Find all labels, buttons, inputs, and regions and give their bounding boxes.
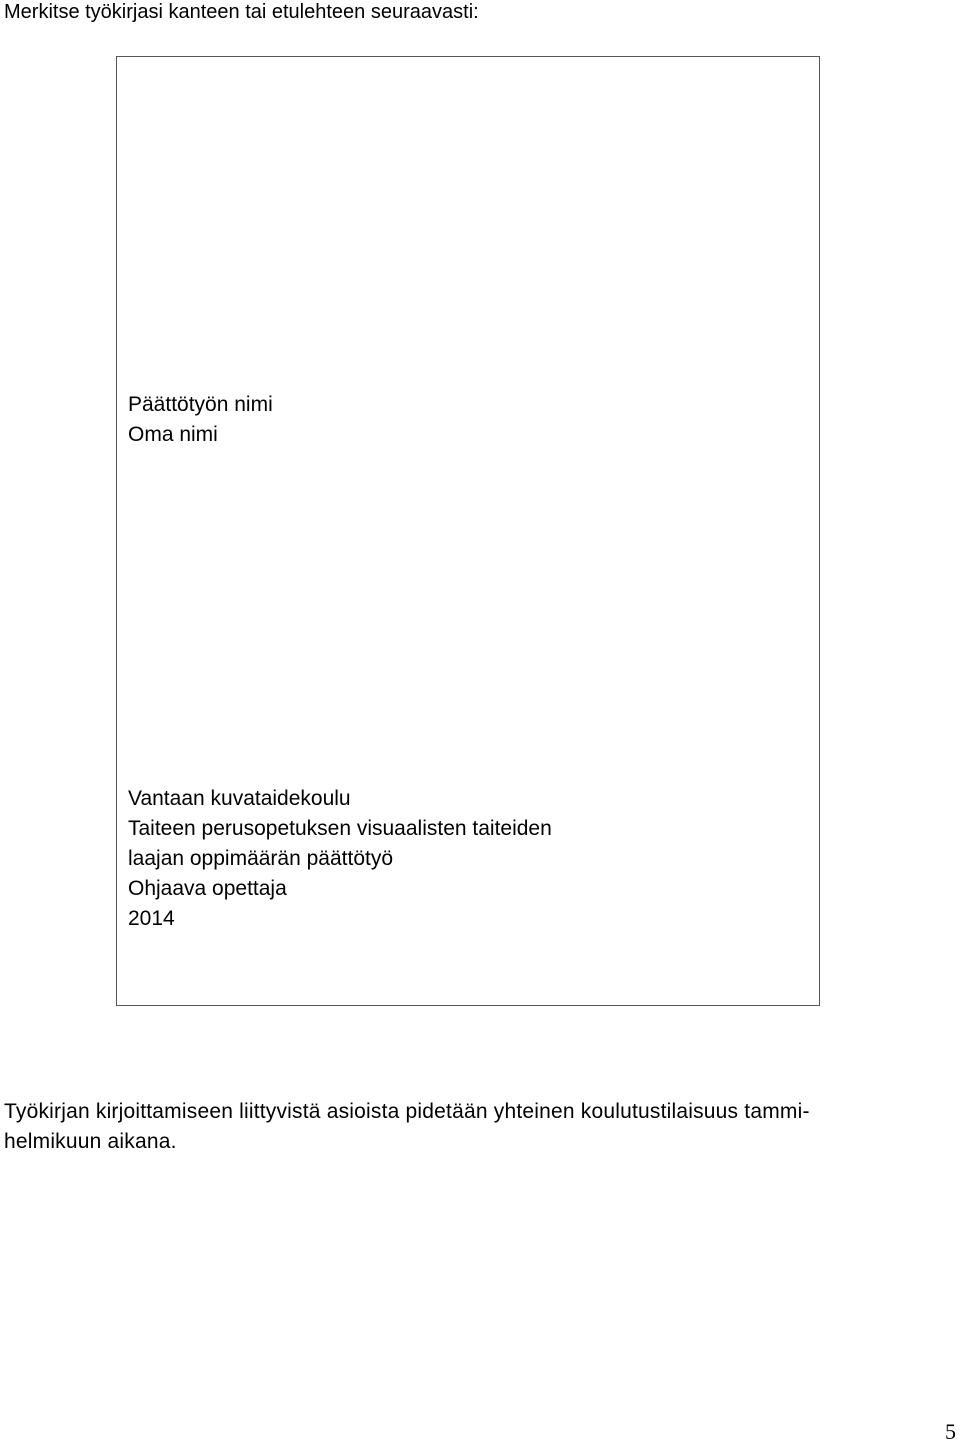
footnote-paragraph (4, 1097, 934, 1157)
program-line-2: laajan oppimäärän päättötyö (128, 847, 394, 870)
program-line-1: Taiteen perusopetuksen visuaalisten taiteiden (128, 817, 552, 840)
page-heading: Merkitse työkirjasi kanteen tai etulehteen seuraavasti: (4, 1, 479, 23)
year: 2014 (128, 907, 175, 930)
cover-title-block (128, 390, 273, 450)
cover-school-block (128, 784, 552, 934)
own-name-placeholder: Oma nimi (128, 423, 218, 446)
page-number: 5 (945, 1419, 956, 1444)
work-title-placeholder: Päättötyön nimi (128, 393, 273, 416)
footnote-line-2: helmikuun aikana. (4, 1130, 177, 1153)
cover-template-box (116, 56, 820, 1006)
supervisor-placeholder: Ohjaava opettaja (128, 877, 287, 900)
school-name: Vantaan kuvataidekoulu (128, 787, 351, 810)
footnote-line-1: Työkirjan kirjoittamiseen liittyvistä asioista pidetään yhteinen koulutustilaisuus tammi- (4, 1100, 810, 1123)
